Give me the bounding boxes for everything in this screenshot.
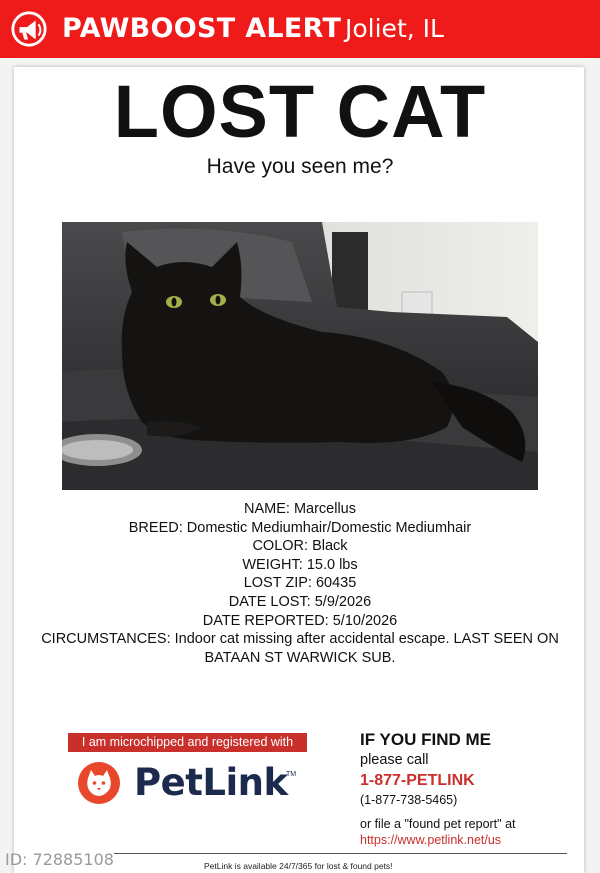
location-label: Joliet, IL: [345, 14, 444, 43]
petlink-tm: TM: [286, 771, 297, 778]
pet-weight: WEIGHT: 15.0 lbs: [242, 556, 358, 573]
dog-cat-logo-icon: [76, 761, 122, 805]
found-report-text: or file a "found pet report" at: [360, 817, 516, 831]
poster-title: LOST CAT: [113, 70, 487, 153]
petlink-logo: [76, 761, 306, 805]
date-reported: DATE REPORTED: 5/10/2026: [202, 612, 398, 629]
pet-photo: [62, 222, 538, 490]
footer-note: PetLink is available 24/7/365 for lost & found pets!: [204, 861, 393, 871]
pet-photo-illustration: [62, 222, 538, 490]
phone-numeric: (1-877-738-5465): [360, 793, 458, 807]
lost-zip: LOST ZIP: 60435: [243, 575, 357, 592]
petlink-wordmark: PetLink: [134, 761, 288, 804]
footer-divider: [114, 853, 567, 854]
megaphone-icon: [10, 10, 48, 48]
pet-id-label: ID: 72885108: [5, 850, 114, 869]
pet-name: NAME: Marcellus: [244, 501, 356, 517]
contact-block: [360, 730, 580, 849]
contact-heading: IF YOU FIND ME: [360, 730, 491, 749]
pet-details: [20, 500, 580, 667]
circumstances: CIRCUMSTANCES: Indoor cat missing after accidental escape. LAST SEEN ON BATAAN ST WARWICK SUB.: [41, 631, 559, 666]
microchip-banner: I am microchipped and registered with: [68, 733, 307, 752]
brand-title: PAWBOOST ALERT: [62, 13, 342, 44]
poster-subtitle: Have you seen me?: [206, 155, 394, 178]
petlink-url-link[interactable]: https://www.petlink.net/us: [360, 833, 502, 847]
header-bar: [0, 0, 600, 58]
pet-color: COLOR: Black: [252, 538, 348, 555]
please-call-label: please call: [360, 752, 429, 768]
date-lost: DATE LOST: 5/9/2026: [228, 593, 372, 610]
phone-vanity-link[interactable]: 1-877-PETLINK: [360, 772, 475, 789]
pet-breed: BREED: Domestic Mediumhair/Domestic Mediumhair: [128, 519, 472, 536]
